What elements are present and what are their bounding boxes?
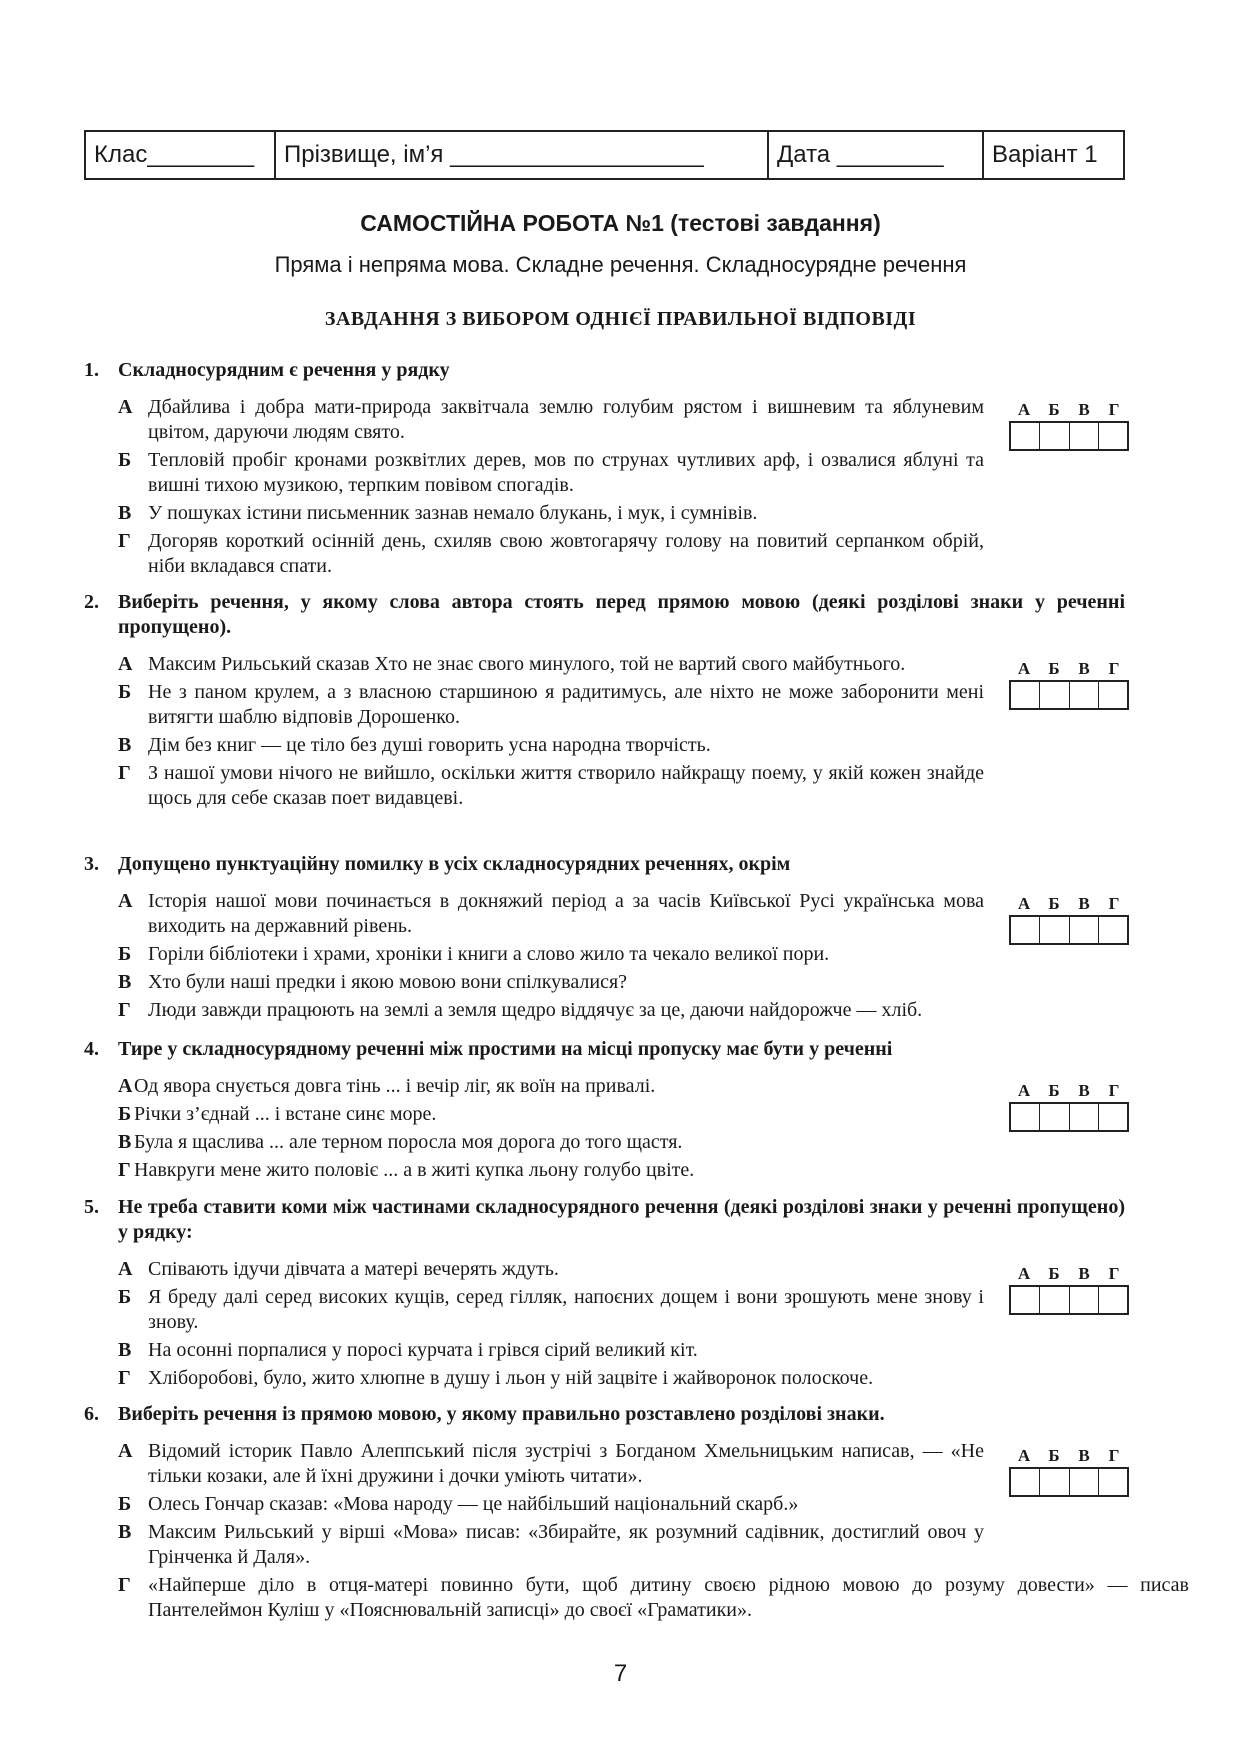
answer-box-v[interactable] [1070, 1469, 1099, 1495]
question-text: Допущено пунктуаційну помилку в усіх складносурядних реченнях, окрім [118, 853, 791, 875]
question-number: 1. [84, 359, 99, 381]
option-g[interactable] [84, 761, 984, 811]
option-text: Люди завжди працюють на землі а земля щедро віддячує за це, даючи найдорожче — хліб. [148, 999, 923, 1021]
option-text: На осонні порпалися у поросі курчата і грівся сірий великий кіт. [148, 1339, 698, 1361]
option-text: Олесь Гончар сказав: «Мова народу — це найбільший національний скарб.» [148, 1493, 799, 1515]
option-letter: А [118, 396, 133, 418]
option-letter: Б [118, 449, 132, 471]
page-title: САМОСТІЙНА РОБОТА №1 (тестові завдання) [360, 210, 881, 236]
option-b[interactable] [84, 680, 984, 730]
answer-letter: Б [1048, 1081, 1060, 1100]
answer-grid [1009, 399, 1131, 451]
option-letter: В [118, 502, 132, 524]
answer-letter: Г [1108, 400, 1120, 419]
option-text: Од явора снується довга тінь ... і вечір ліг, як воїн на привалі. [134, 1075, 656, 1097]
option-letter: В [118, 1339, 132, 1361]
options-list [84, 1439, 1189, 1623]
page-subtitle: Пряма і непряма мова. Складне речення. Складносурядне речення [274, 252, 967, 277]
option-text: Максим Рильський сказав Хто не знає свого минулого, той не вартий свого майбутнього. [148, 653, 906, 675]
answer-box-a[interactable] [1011, 917, 1040, 943]
option-letter: Г [118, 762, 131, 784]
question-number: 6. [84, 1403, 99, 1425]
answer-letter: В [1078, 894, 1090, 913]
answer-box-a[interactable] [1011, 1104, 1040, 1130]
question-number: 5. [84, 1196, 99, 1218]
option-a[interactable] [84, 1439, 984, 1489]
class-field[interactable]: Клас________ [86, 132, 276, 178]
answer-letter: В [1078, 1446, 1090, 1465]
option-text: Відомий історик Павло Алеппський після зустрічі з Богданом Хмельницьким написав, — «Не тільки козаки, але й їхні дружини і дочки уміють читати». [148, 1440, 984, 1487]
option-b[interactable] [84, 942, 984, 967]
option-v[interactable] [84, 1130, 984, 1155]
option-text: Я бреду далі серед високих кущів, серед гілляк, напоєних дощем і вони зрошують мене знову і знову. [148, 1286, 984, 1333]
answer-letter: Г [1108, 1081, 1120, 1100]
option-a[interactable] [84, 1074, 984, 1099]
option-letter: А [118, 1258, 133, 1280]
option-letter: Б [118, 943, 132, 965]
section-heading: ЗАВДАННЯ З ВИБОРОМ ОДНІЄЇ ПРАВИЛЬНОЇ ВІДПОВІДІ [324, 308, 917, 330]
question-5 [84, 1195, 1125, 1394]
question-number: 4. [84, 1038, 99, 1060]
option-letter: Г [118, 999, 131, 1021]
option-text: Дбайлива і добра мати-природа заквітчала землю голубим рястом і вишневим та яблуневим цвітом, даруючи людям свято. [148, 396, 984, 443]
page-number: 7 [613, 1660, 628, 1687]
answer-grid [1009, 893, 1131, 945]
option-text: З нашої умови нічого не вийшло, оскільки життя створило найкращу поему, у якій кожен знайде щось для себе сказав поет видавцеві. [148, 762, 984, 809]
answer-letter: В [1078, 1081, 1090, 1100]
date-field[interactable]: Дата ________ [769, 132, 984, 178]
option-g[interactable] [84, 529, 984, 579]
answer-box-b[interactable] [1040, 423, 1069, 449]
option-text: Хліборобові, було, жито хлюпне в душу і льон у ній зацвіте і жайворонок полоскоче. [148, 1367, 874, 1389]
option-v[interactable] [84, 733, 984, 758]
option-b[interactable] [84, 1492, 984, 1517]
answer-box-v[interactable] [1070, 917, 1099, 943]
option-text: Була я щаслива ... але терном поросла моя дорога до того щастя. [134, 1131, 683, 1153]
options-list [84, 889, 984, 1023]
answer-letter: Г [1108, 1264, 1120, 1283]
answer-box-b[interactable] [1040, 682, 1069, 708]
option-letter: Б [118, 681, 132, 703]
answer-letter: Б [1048, 1264, 1060, 1283]
option-letter: Б [118, 1286, 132, 1308]
option-letter: В [118, 1131, 132, 1153]
options-list [84, 1074, 984, 1183]
option-g[interactable] [84, 1158, 984, 1183]
answer-letter: В [1078, 659, 1090, 678]
option-text: «Найперше діло в отця-матері повинно бути, щоб дитину своєю рідною мовою до розуму довести» — писав Пантелеймон Куліш у «Пояснювальній записці» до своєї «Граматики». [148, 1574, 1189, 1621]
answer-letter: Б [1048, 400, 1060, 419]
answer-box-b[interactable] [1040, 1287, 1069, 1313]
question-text: Виберіть речення із прямою мовою, у якому правильно розставлено розділові знаки. [118, 1403, 885, 1425]
answer-box-v[interactable] [1070, 423, 1099, 449]
answer-box-g[interactable] [1099, 1287, 1127, 1313]
option-g[interactable] [84, 998, 1148, 1023]
option-a[interactable] [84, 652, 984, 677]
option-v[interactable] [84, 501, 984, 526]
option-v[interactable] [84, 1338, 984, 1363]
answer-letter: В [1078, 400, 1090, 419]
question-1 [84, 358, 1125, 582]
option-letter: Г [118, 1367, 131, 1389]
student-info-table [84, 130, 1125, 180]
answer-box-g[interactable] [1099, 423, 1127, 449]
answer-grid [1009, 1445, 1131, 1497]
answer-letter: В [1078, 1264, 1090, 1283]
option-letter: Б [118, 1103, 132, 1125]
option-letter: В [118, 1521, 132, 1543]
option-text: Тепловій пробіг кронами розквітлих дерев, мов по струнах чутливих арф, і озвалися яблуні та вишні тихою музикою, терпким повівом спогадів. [148, 449, 984, 496]
answer-box-b[interactable] [1040, 1469, 1069, 1495]
option-b[interactable] [84, 448, 984, 498]
option-a[interactable] [84, 1257, 984, 1282]
answer-letter: А [1017, 400, 1031, 419]
question-3 [84, 852, 1125, 1026]
option-text: Дім без книг — це тіло без душі говорить усна народна творчість. [148, 734, 711, 756]
option-letter: А [118, 1440, 133, 1462]
option-text: Догоряв короткий осінній день, схиляв свою жовтогарячу голову на повитий серпанком обрій, ніби вкладався спати. [148, 530, 984, 577]
answer-box-v[interactable] [1070, 1287, 1099, 1313]
answer-letter: Б [1048, 659, 1060, 678]
option-text: Максим Рильський у вірші «Мова» писав: «Збирайте, як розумний садівник, достиглий овоч у Грінченка й Даля». [148, 1521, 984, 1568]
question-text: Не треба ставити коми між частинами складносурядного речення (деякі розділові знаки у реченні пропущено) у рядку: [118, 1196, 1125, 1243]
answer-box-g[interactable] [1099, 1104, 1127, 1130]
question-6 [84, 1402, 1189, 1626]
answer-box-g[interactable] [1099, 682, 1127, 708]
answer-box-a[interactable] [1011, 1469, 1040, 1495]
option-g[interactable] [84, 1366, 1148, 1391]
answer-letter: А [1017, 1446, 1031, 1465]
option-letter: А [118, 653, 133, 675]
question-4 [84, 1037, 1125, 1186]
answer-letter: Г [1108, 659, 1120, 678]
answer-box-a[interactable] [1011, 1287, 1040, 1313]
answer-letter: Б [1048, 894, 1060, 913]
option-letter: В [118, 734, 132, 756]
option-text: Історія нашої мови починається в докняжий період а за часів Київської Русі українська мова виходить на державний рівень. [148, 890, 984, 937]
answer-letter: А [1017, 894, 1031, 913]
option-a[interactable] [84, 395, 984, 445]
answer-letter: А [1017, 1264, 1031, 1283]
option-letter: А [118, 890, 133, 912]
option-text: Річки з’єднай ... і встане синє море. [134, 1103, 437, 1125]
answer-box-a[interactable] [1011, 423, 1040, 449]
question-text: Тире у складносурядному реченні між простими на місці пропуску має бути у реченні [118, 1038, 893, 1060]
answer-grid [1009, 658, 1131, 710]
answer-box-a[interactable] [1011, 682, 1040, 708]
option-b[interactable] [84, 1285, 984, 1335]
option-text: Хто були наші предки і якою мовою вони спілкувалися? [148, 971, 628, 993]
question-text: Складносурядним є речення у рядку [118, 359, 450, 381]
question-text: Виберіть речення, у якому слова автора стоять перед прямою мовою (деякі розділові знаки у реченні пропущено). [118, 591, 1125, 638]
variant-label: Варіант 1 [992, 141, 1098, 168]
answer-box-g[interactable] [1099, 917, 1127, 943]
option-text: Не з паном крулем, а з власною старшиною я радитимусь, але ніхто не може заборонити мені витягти шаблю відповів Дорошенко. [148, 681, 984, 728]
answer-box-v[interactable] [1070, 1104, 1099, 1130]
question-number: 3. [84, 853, 99, 875]
option-v[interactable] [84, 1520, 984, 1570]
option-b[interactable] [84, 1102, 984, 1127]
option-text: Горіли бібліотеки і храми, хроніки і книги а слово жило та чекало великої пори. [148, 943, 830, 965]
options-list [84, 395, 984, 579]
option-letter: В [118, 971, 132, 993]
options-list [84, 1257, 984, 1391]
student-name-field[interactable]: Прізвище, ім’я ___________________ [276, 132, 769, 178]
answer-letter: Б [1048, 1446, 1060, 1465]
answer-letter: Г [1108, 894, 1120, 913]
option-text: Навкруги мене жито половіє ... а в житі купка льону голубо цвіте. [134, 1159, 695, 1181]
option-letter: А [118, 1075, 133, 1097]
option-letter: Г [118, 530, 131, 552]
answer-box-g[interactable] [1099, 1469, 1127, 1495]
answer-letter: Г [1108, 1446, 1120, 1465]
answer-letter: А [1017, 659, 1031, 678]
question-2 [84, 590, 1125, 814]
answer-box-v[interactable] [1070, 682, 1099, 708]
options-list [84, 652, 984, 811]
option-letter: Г [118, 1574, 131, 1596]
option-letter: Б [118, 1493, 132, 1515]
answer-box-b[interactable] [1040, 917, 1069, 943]
answer-box-b[interactable] [1040, 1104, 1069, 1130]
answer-grid [1009, 1080, 1131, 1132]
option-letter: Г [118, 1159, 131, 1181]
option-v[interactable] [84, 970, 984, 995]
answer-letter: А [1017, 1081, 1031, 1100]
option-text: У пошуках істини письменник зазнав немало блукань, і мук, і сумнівів. [148, 502, 758, 524]
answer-grid [1009, 1263, 1131, 1315]
option-g[interactable] [84, 1573, 1189, 1623]
option-text: Співають ідучи дівчата а матері вечерять ждуть. [148, 1258, 559, 1280]
question-number: 2. [84, 591, 99, 613]
option-a[interactable] [84, 889, 984, 939]
